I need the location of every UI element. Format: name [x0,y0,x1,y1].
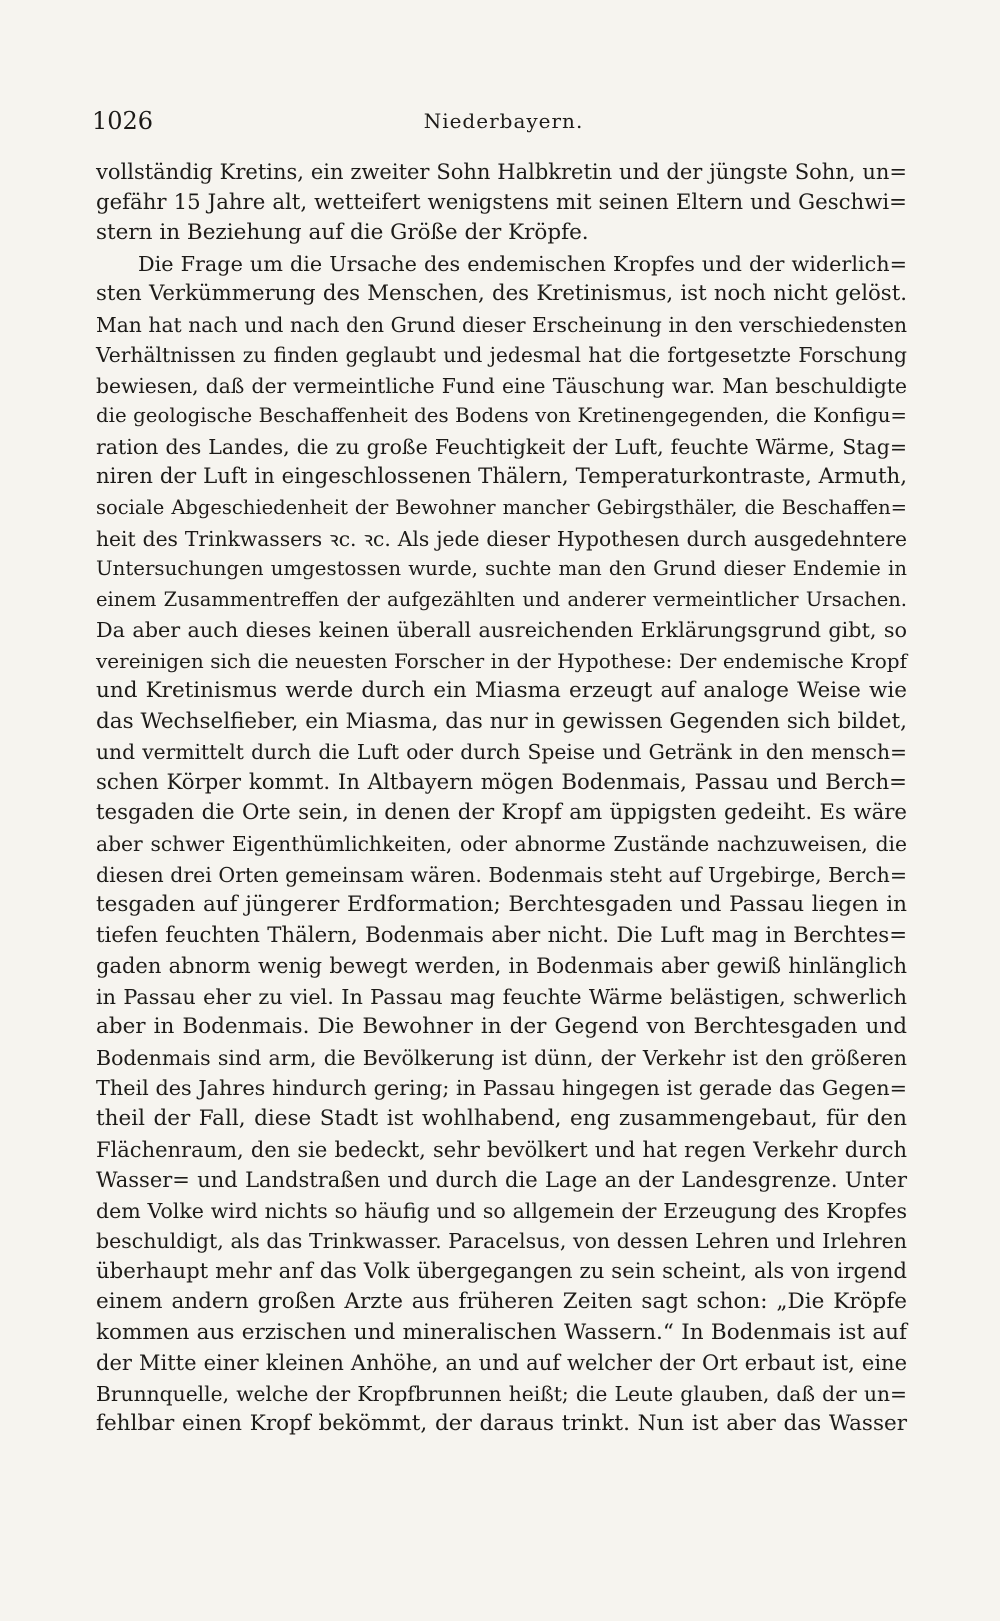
text-line: vereinigen sich die neuesten Forscher in der Hypothese: Der endemische Kropf [96,648,907,673]
text-line: bewiesen, daß der vermeintliche Fund eine Täuschung war. Man beschuldigte [96,373,907,398]
text-line: sten Verkümmerung des Menschen, des Kretinismus, ist noch nicht gelöst. [96,281,907,307]
text-line: dem Volke wird nichts so häufig und so allgemein der Erzeugung des Kropfes [96,1198,907,1223]
text-line: sociale Abgeschiedenheit der Bewohner mancher Gebirgsthäler, die Beschaffen= [96,496,907,520]
text-line: der Mitte einer kleinen Anhöhe, an und auf welcher der Ort erbaut ist, eine [96,1351,907,1376]
text-line: das Wechselfieber, ein Miasma, das nur in gewissen Gegenden sich bildet, [96,708,907,734]
text-line: die geologische Beschaffenheit des Bodens von Kretinengegenden, die Konfigu= [96,404,907,428]
text-line: Man hat nach und nach den Grund dieser Erscheinung in den verschiedensten [96,312,907,337]
text-line: aber schwer Eigenthümlichkeiten, oder abnorme Zustände nachzuweisen, die [96,832,907,857]
text-line: diesen drei Orten gemeinsam wären. Bodenmais steht auf Urgebirge, Berch= [96,862,907,887]
text-line: tesgaden auf jüngerer Erdformation; Berchtesgaden und Passau liegen in [96,892,907,918]
text-line: einem Zusammentreffen der aufgezählten und anderer vermeintlicher Ursachen. [96,587,907,611]
text-line: in Passau eher zu viel. In Passau mag feuchte Wärme belästigen, schwerlich [96,984,907,1009]
text-line: Da aber auch dieses keinen überall ausreichenden Erklärungsgrund gibt, so [96,618,907,643]
text-line: ration des Landes, die zu große Feuchtigkeit der Luft, feuchte Wärme, Stag= [96,434,907,459]
page-header [92,106,915,136]
text-line: tiefen feuchten Thälern, Bodenmais aber nicht. Die Luft mag in Berchtes= [96,922,907,948]
text-line: gefähr 15 Jahre alt, wetteifert wenigstens mit seinen Eltern und Geschwi= [96,189,907,215]
text-line: Theil des Jahres hindurch gering; in Passau hingegen ist gerade das Gegen= [96,1076,907,1101]
text-line: aber in Bodenmais. Die Bewohner in der Gegend von Berchtesgaden und [96,1014,907,1040]
text-line: beschuldigt, als das Trinkwasser. Paracelsus, von dessen Lehren und Irlehren [96,1229,907,1254]
text-line: und vermittelt durch die Luft oder durch Speise und Getränk in den mensch= [96,740,907,765]
text-line: Flächenraum, den sie bedeckt, sehr bevölkert und hat regen Verkehr durch [96,1137,907,1162]
text-line: heit des Trinkwassers ꝛc. ꝛc. Als jede dieser Hypothesen durch ausgedehntere [96,526,907,551]
text-line: Verhältnissen zu finden geglaubt und jedesmal hat die fortgesetzte Forschung [96,343,907,368]
text-line: Wasser= und Landstraßen und durch die Lage an der Landesgrenze. Unter [96,1168,907,1193]
text-line: theil der Fall, diese Stadt ist wohlhabend, eng zusammengebaut, für den [96,1105,907,1131]
text-line: Untersuchungen umgestossen wurde, suchte man den Grund dieser Endemie in [96,557,907,581]
text-line: tesgaden die Orte sein, in denen der Kropf am üppigsten gedeiht. Es wäre [96,800,907,826]
page-number: 1026 [92,107,154,135]
body-text [96,157,907,1440]
text-line: einem andern großen Arzte aus früheren Zeiten sagt schon: „Die Kröpfe [96,1289,907,1315]
text-line: niren der Luft in eingeschlossenen Thälern, Temperaturkontraste, Armuth, [96,464,907,490]
text-line: Brunnquelle, welche der Kropfbrunnen heißt; die Leute glauben, daß der un= [96,1381,907,1406]
text-line: fehlbar einen Kropf bekömmt, der daraus trinkt. Nun ist aber das Wasser [96,1411,907,1437]
text-line: und Kretinismus werde durch ein Miasma erzeugt auf analoge Weise wie [96,678,907,704]
text-line: vollständig Kretins, ein zweiter Sohn Halbkretin und der jüngste Sohn, un= [96,160,907,184]
text-line: Die Frage um die Ursache des endemischen Kropfes und der widerlich= [138,251,907,276]
text-line: überhaupt mehr anf das Volk übergegangen zu sein scheint, als von irgend [96,1258,907,1284]
text-line: Bodenmais sind arm, die Bevölkerung ist dünn, der Verkehr ist den größeren [96,1045,907,1070]
text-line: stern in Beziehung auf die Größe der Kröpfe. [96,220,589,246]
text-line: schen Körper kommt. In Altbayern mögen Bodenmais, Passau und Berch= [96,769,907,795]
text-line: gaden abnorm wenig bewegt werden, in Bodenmais aber gewiß hinlänglich [96,954,907,979]
text-line: kommen aus erzischen und mineralischen Wassern.“ In Bodenmais ist auf [96,1319,907,1345]
running-head: Niederbayern. [423,109,584,133]
